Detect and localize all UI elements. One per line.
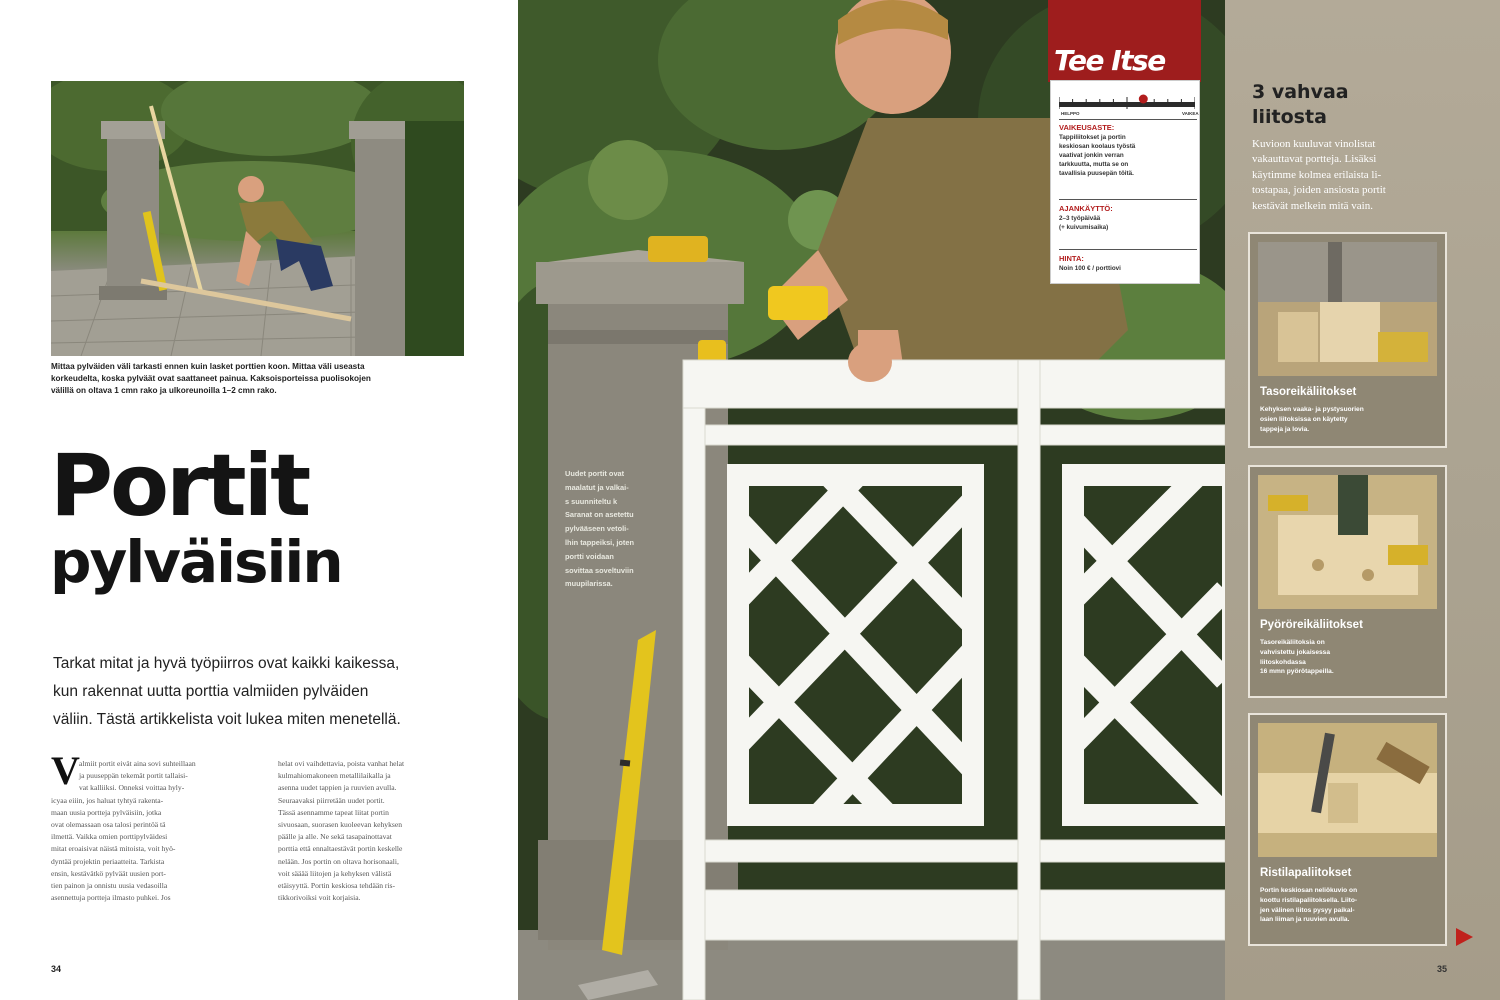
tee-itse-body — [1050, 80, 1200, 284]
sidebar-intro-line: kestävät melkein mitä vain. — [1252, 199, 1373, 212]
difficulty-easy-label: HELPPO — [1061, 111, 1080, 116]
joint-desc-line: laan liiman ja ruuvien avulla. — [1260, 916, 1350, 924]
intro-line: väliin. Tästä artikkelista voit lukea miten menetellä. — [53, 711, 401, 728]
page-number-right: 35 — [1437, 964, 1448, 974]
body-line: sivuosaan, suorasen kuoleevan kehyksen — [278, 820, 402, 830]
tee-itse-divider — [1059, 119, 1197, 120]
body-line: nelään. Jos portin on oltava horisonaali, — [278, 856, 399, 866]
sidebar-title — [1252, 80, 1349, 130]
sidebar-intro-line: käytimme kolmea erilaista li- — [1252, 168, 1382, 181]
tee-itse-text: (+ kuivumisaika) — [1059, 224, 1109, 231]
joint-photo — [1258, 723, 1437, 857]
headline-line-2: pylväisiin — [50, 528, 342, 596]
joint-desc-line: Tasoreikäliitoksia on — [1260, 639, 1325, 646]
body-line: icyaa eiiin, jos haluat tyhtyä rakenta- — [51, 795, 164, 805]
inset-caption-line: välillä on oltava 1 cmn rako ja ulkoreunoilla 1–2 cmn rako. — [51, 386, 277, 395]
sidebar-title-line: 3 vahvaa — [1252, 81, 1349, 103]
joint-description — [1260, 886, 1440, 925]
joint-desc-line: vahvistettu jokaisessa — [1260, 648, 1331, 656]
inset-photo-measuring — [51, 81, 464, 356]
body-line: almiit portit eivät aina sovi suhteillaan — [79, 759, 196, 768]
joint-desc-line: liitoskohdassa — [1260, 658, 1306, 666]
inset-caption-line: korkeudelta, koska pylväät ovat saattaneet painua. Kaksoisporteissa puolisokojen — [51, 374, 371, 383]
joint-desc-line: Portin keskiosan neliökuvio on — [1260, 887, 1358, 894]
intro-line: Tarkat mitat ja hyvä työpiirros ovat kaikki kaikessa, — [53, 655, 400, 672]
body-line: maan uusia portteja pylväisiin, jotka — [51, 807, 162, 817]
joint-card-pyororeika — [1248, 465, 1447, 698]
main-photo-caption — [565, 467, 675, 591]
sidebar-intro-line: Kuvioon kuuluvat vinolistat — [1252, 138, 1376, 150]
body-line: ilmettä. Vaikka omien porttipylväidesi — [51, 832, 168, 842]
body-line: kulmahiomakoneen metallilaikalla ja — [278, 771, 391, 781]
sidebar-intro — [1252, 137, 1472, 214]
photo-caption-line: muupilarissa. — [565, 579, 613, 589]
sidebar-intro-line: vakauttavat portteja. Lisäksi — [1252, 153, 1377, 166]
photo-caption-line: Saranat on asetettu — [565, 510, 634, 520]
joint-photo — [1258, 242, 1437, 376]
body-line: mitat eroaisivat näistä mitoista, voit hyö- — [51, 844, 176, 854]
difficulty-scale — [1059, 93, 1195, 113]
joint-title: Ristilapaliitokset — [1260, 867, 1352, 879]
joint-desc-line: jen välinen liitos pysyy paikal- — [1260, 906, 1355, 914]
joint-card-tasoreika — [1248, 232, 1447, 448]
difficulty-marker — [1139, 95, 1148, 104]
page-number-left: 34 — [51, 964, 62, 974]
body-line: tikkorivoiksi voit korjaisia. — [278, 893, 361, 903]
joint-desc-line: Kehyksen vaaka- ja pystysuorien — [1260, 406, 1364, 413]
joint-desc-line: koottu ristilapaliitoksella. Liito- — [1260, 896, 1358, 904]
joint-title: Tasoreikäliitokset — [1260, 386, 1357, 398]
article-headline — [50, 436, 342, 596]
photo-caption-line: portti voidaan — [565, 551, 614, 561]
drop-cap: V — [51, 748, 80, 793]
tee-itse-heading: AJANKÄYTTÖ: — [1059, 204, 1113, 213]
tee-itse-divider — [1059, 249, 1197, 250]
body-line: voit sääää liitojen ja kehyksen välistä — [278, 868, 392, 878]
headline-line-1: Portit — [50, 436, 309, 536]
tee-itse-heading: HINTA: — [1059, 254, 1084, 263]
tee-itse-difficulty-section — [1059, 123, 1197, 178]
joint-desc-line: tappeja ja lovia. — [1260, 425, 1310, 433]
left-page — [0, 0, 518, 1000]
joint-title: Pyöröreikäliitokset — [1260, 619, 1363, 631]
joint-desc-line: 16 mmn pyörötappeilla. — [1260, 668, 1334, 676]
tee-itse-text: Noin 100 € / porttiovi — [1059, 265, 1121, 272]
body-column-1 — [51, 758, 256, 904]
measuring-scene-illustration — [51, 81, 464, 356]
joint-description — [1260, 638, 1440, 677]
body-line: porttia että ennaltaestävät portin keskelle — [278, 844, 403, 854]
drill-press-illustration — [1258, 242, 1437, 376]
body-line: helat ovi vaihdettavia, poista vanhat helat — [278, 759, 405, 768]
tee-itse-text: vaativat jonkin verran — [1059, 152, 1124, 159]
body-line: ovat olemassaan osa talosi perintöä tä — [51, 820, 166, 830]
body-line: ensin, kestävätkö pylväät uusien port- — [51, 868, 166, 878]
tee-itse-text: Tappiliitokset ja portin — [1059, 134, 1126, 141]
body-line: asenna uudet tappien ja ruuvien avulla. — [278, 783, 397, 793]
tee-itse-time-section — [1059, 204, 1197, 232]
body-line: tien painon ja onnistu uusia vedasoilla — [51, 881, 168, 891]
tee-itse-text: 2–3 työpäivää — [1059, 215, 1101, 222]
photo-caption-line: sovittaa soveltuviin — [565, 565, 634, 575]
tee-itse-text: keskiosan koolaus työstä — [1059, 143, 1136, 150]
sidebar-intro-line: tostapaa, joiden ansiosta portit — [1252, 184, 1386, 197]
body-column-2 — [278, 758, 488, 904]
tee-itse-price-section — [1059, 254, 1197, 273]
tee-itse-text: tavallisia puusepän töitä. — [1059, 170, 1134, 177]
tee-itse-header — [1048, 0, 1201, 82]
joint-photo — [1258, 475, 1437, 609]
photo-caption-line: maalatut ja valkai- — [565, 482, 629, 492]
body-line: etäisyyttä. Portin keskiosa tehdään ris- — [278, 881, 396, 891]
joint-description — [1260, 405, 1440, 434]
body-line: Seuraavaksi piirretään uudet portit. — [278, 795, 385, 805]
body-line: Tässä asennamme tapeat liitat portin — [278, 807, 389, 817]
tee-itse-divider — [1059, 199, 1197, 200]
body-line: ja puuseppän tekemät portit tallaisi- — [79, 771, 188, 781]
sidebar-title-line: liitosta — [1252, 106, 1327, 128]
photo-caption-line: lhin tappeiksi, joten — [565, 537, 634, 547]
body-line: vat kalliiksi. Onneksi voittaa hyly- — [79, 783, 185, 793]
intro-line: kun rakennat uutta porttia valmiiden pylväiden — [53, 683, 369, 700]
chisel-joint-illustration — [1258, 723, 1437, 857]
photo-caption-line: Uudet portit ovat — [565, 469, 625, 478]
body-line: asennettuja portteja ilmasto puhkei. Jos — [51, 893, 171, 903]
tee-itse-text: tarkkuutta, mutta se on — [1059, 161, 1129, 168]
inset-photo-caption — [51, 361, 471, 397]
joints-sidebar — [1225, 0, 1500, 1000]
body-line: dyntää projektin periaatteita. Tarkista — [51, 856, 165, 866]
photo-caption-line: s suunniteltu k — [565, 496, 618, 506]
difficulty-hard-label: VAIKEA — [1182, 111, 1199, 116]
joint-card-ristilapa — [1248, 713, 1447, 946]
tee-itse-title: Tee Itse — [1054, 44, 1165, 77]
tee-itse-heading: VAIKEUSASTE: — [1059, 123, 1115, 132]
body-line: päälle ja alle. Ne sekä tasapainottavat — [278, 832, 392, 842]
next-page-arrow-icon — [1456, 928, 1473, 946]
photo-caption-line: pylvääseen vetoli- — [565, 524, 629, 534]
dowel-drilling-illustration — [1258, 475, 1437, 609]
article-intro — [53, 650, 463, 734]
joint-desc-line: osien liitoksissa on käytetty — [1260, 415, 1348, 423]
inset-caption-line: Mittaa pylväiden väli tarkasti ennen kuin lasket porttien koon. Mittaa väli useasta — [51, 362, 365, 371]
tee-itse-infobox — [1048, 0, 1201, 285]
